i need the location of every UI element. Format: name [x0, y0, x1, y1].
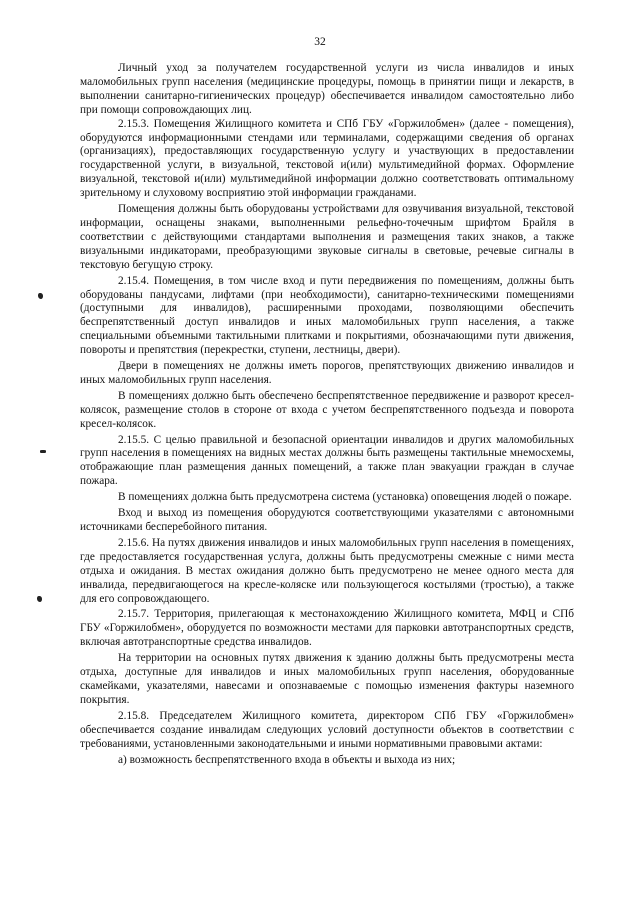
paragraph: 2.15.4. Помещения, в том числе вход и пути передвижения по помещениям, должны быть оборудованы пандусами, лифтами (при необходимости), санитарно-техническими помещениями (доступными для инвалидов), расширенными проходами, позволяющими обеспечить беспрепятственный доступ инвалидов и иных маломобильных групп населения, а также специальными объемными тактильными плитками и покрытиями, обозначающими пути движения, повороты и препятствия (перекрестки, ступени, лестницы, двери).: [80, 274, 574, 357]
paragraph: Двери в помещениях не должны иметь порогов, препятствующих движению инвалидов и иных маломобильных групп населения.: [80, 360, 574, 386]
margin-mark: [37, 596, 42, 602]
paragraph: а) возможность беспрепятственного входа в объекты и выхода из них;: [118, 753, 456, 766]
paragraph: Помещения должны быть оборудованы устройствами для озвучивания визуальной, текстовой информации, оснащены знаками, выполненными рельефно-точечным шрифтом Брайля в соответствии с действующими стандартами выполнения и размещения таких знаков, а также визуальными индикаторами, преобразующими звуковые сигналы в световые, речевые сигналы в текстовую бегущую строку.: [80, 203, 574, 271]
paragraph: Личный уход за получателем государственной услуги из числа инвалидов и иных маломобильных групп населения (медицинские процедуры, помощь в принятии пищи и лекарств, в выполнении санитарно-гигиенических процедур) обеспечивается инвалидом самостоятельно либо при помощи сопровождающих лиц.: [80, 62, 574, 116]
margin-mark: [40, 450, 46, 453]
paragraph: В помещениях должно быть обеспечено беспрепятственное передвижение и разворот кресел-колясок, размещение столов в стороне от входа с учетом беспрепятственного подъезда и поворота кресел-колясок.: [80, 389, 574, 430]
paragraph: В помещениях должна быть предусмотрена система (установка) оповещения людей о пожаре.: [118, 491, 572, 504]
document-body: [80, 62, 574, 767]
paragraph: Вход и выход из помещения оборудуются соответствующими указателями с автономными источниками бесперебойного питания.: [80, 507, 574, 533]
paragraph: 2.15.6. На путях движения инвалидов и иных маломобильных групп населения в помещениях, где предоставляется государственная услуга, должны быть предусмотрены смежные с ними места отдыха и ожидания. В местах ожидания должно быть предусмотрено не менее одного места для инвалида, передвигающегося на кресле-коляске или пользующегося костылями (тростью), а также для его сопровождающего.: [80, 536, 574, 605]
paragraph: На территории на основных путях движения к зданию должны быть предусмотрены места отдыха, доступные для инвалидов и иных маломобильных групп населения, оборудованные скамейками, указателями, навесами и опознаваемые с помощью изменения фактуры наземного покрытия.: [80, 652, 574, 706]
paragraph: 2.15.3. Помещения Жилищного комитета и СПб ГБУ «Горжилобмен» (далее - помещения), оборудуются информационными стендами или терминалами, содержащими сведения об органах (организациях), предоставляющих государственную услугу и участвующих в предоставлении государственной услуги, в визуальной, текстовой и(или) мультимедийной формах. Оформление визуальной, текстовой и(или) мультимедийной информации должно соответствовать оптимальному зрительному и слуховому восприятию этой информации гражданами.: [80, 117, 574, 200]
paragraph: 2.15.7. Территория, прилегающая к местонахождению Жилищного комитета, МФЦ и СПб ГБУ «Горжилобмен», оборудуется по возможности местами для парковки автотранспортных средств, включая автотранспортные средства инвалидов.: [80, 608, 574, 649]
page-number: 32: [314, 36, 326, 48]
paragraph: 2.15.5. С целью правильной и безопасной ориентации инвалидов и других маломобильных групп населения в помещениях на видных местах должны быть размещены тактильные мнемосхемы, отображающие план размещения данных помещений, а также план эвакуации граждан в случае пожара.: [80, 433, 574, 488]
margin-mark: [38, 293, 43, 299]
paragraph: 2.15.8. Председателем Жилищного комитета, директором СПб ГБУ «Горжилобмен» обеспечивается создание инвалидам следующих условий доступности объектов в соответствии с требованиями, установленными законодательными и иными нормативными правовыми актами:: [80, 709, 574, 750]
